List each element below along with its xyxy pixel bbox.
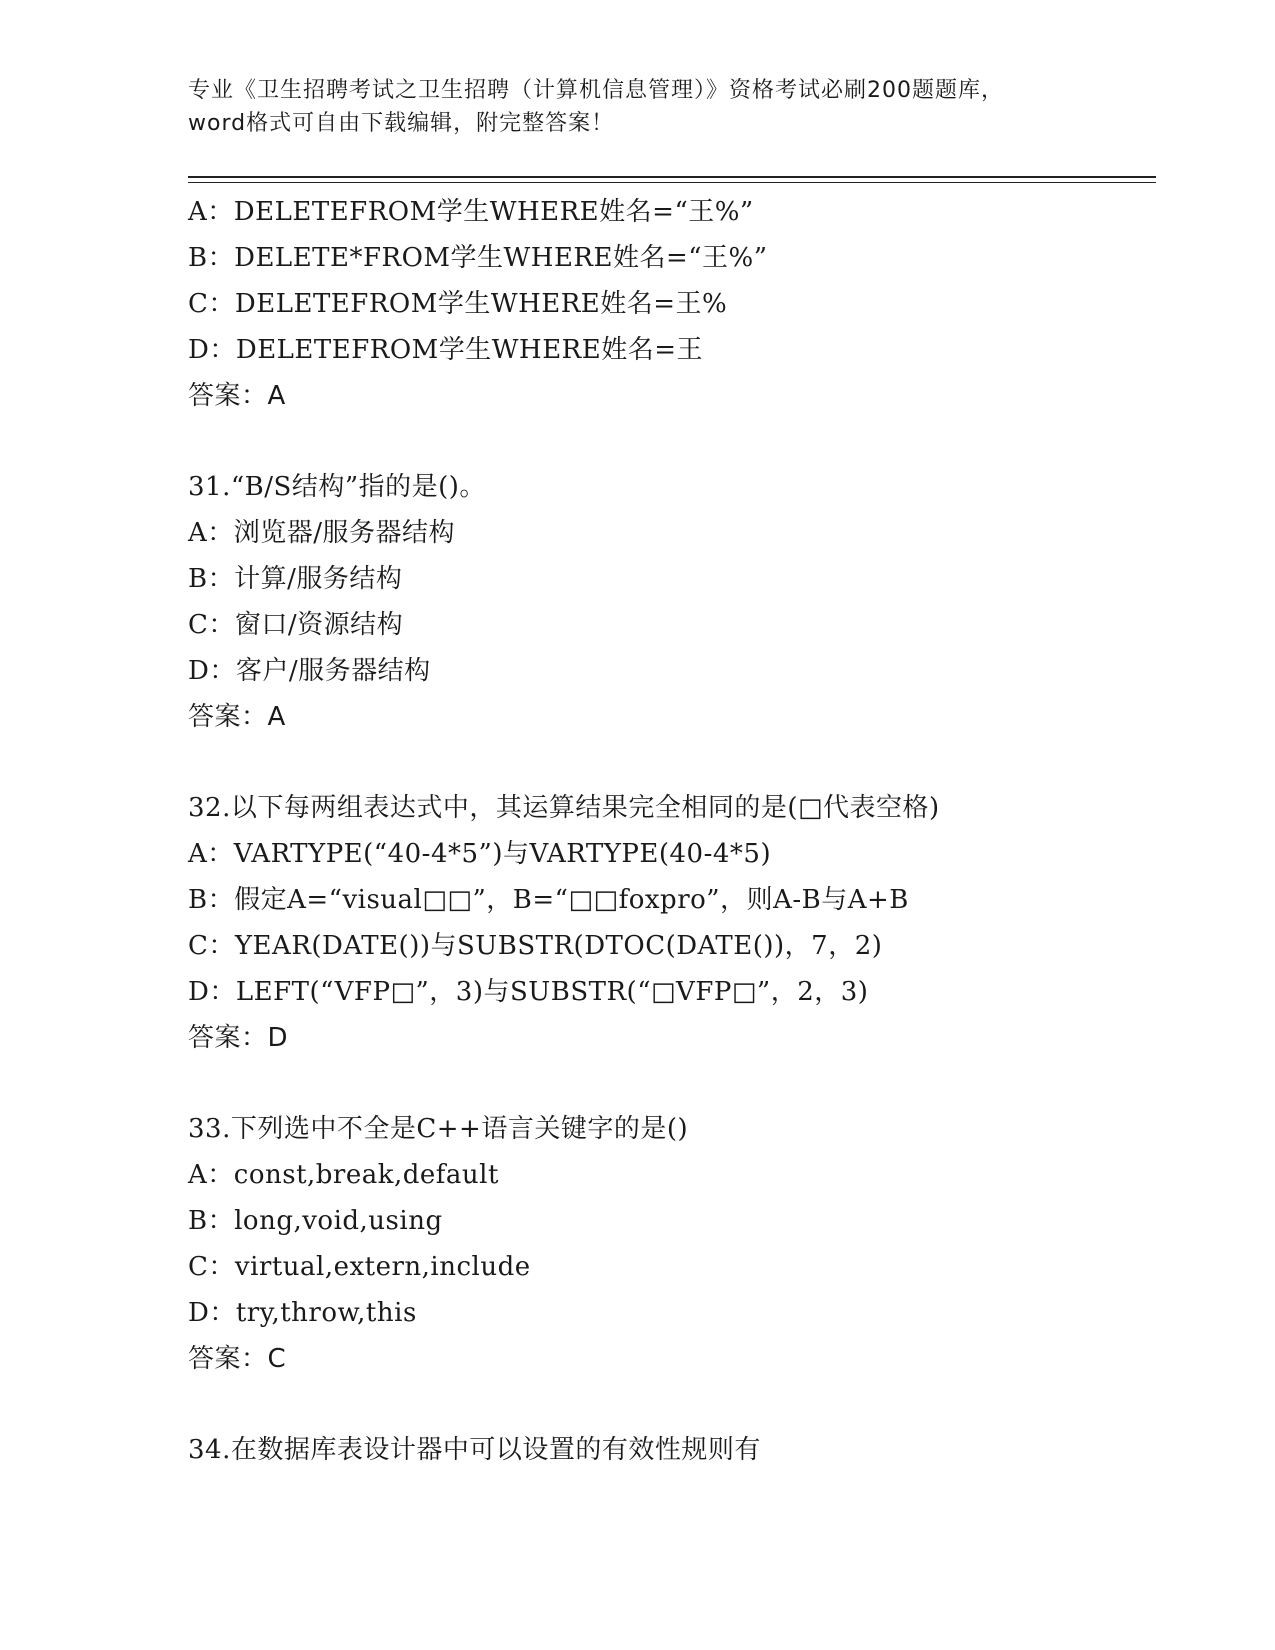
document-header bbox=[188, 74, 1088, 140]
spacer bbox=[188, 1382, 1188, 1427]
option-text: A：浏览器/服务器结构 bbox=[188, 518, 456, 548]
option-text: B：计算/服务结构 bbox=[188, 564, 403, 594]
question-text: 32.以下每两组表达式中，其运算结果完全相同的是(□代表空格) bbox=[188, 793, 940, 823]
option-text: B：long,void,using bbox=[188, 1206, 443, 1236]
header-title-line-2: word格式可自由下载编辑，附完整答案！ bbox=[188, 111, 615, 136]
option-text: D：try,throw,this bbox=[188, 1298, 417, 1328]
question-text: 31.“B/S结构”指的是()。 bbox=[188, 472, 486, 502]
option-text: D：客户/服务器结构 bbox=[188, 656, 431, 686]
answer-text: 答案：C bbox=[188, 1344, 287, 1374]
spacer bbox=[188, 419, 1188, 464]
option-text: A：const,break,default bbox=[188, 1160, 499, 1190]
question-text: 33.下列选中不全是C++语言关键字的是() bbox=[188, 1114, 689, 1144]
option-text: C：DELETEFROM学生WHERE姓名=王% bbox=[188, 289, 728, 319]
header-divider-thick bbox=[188, 176, 1156, 178]
option-text: D：DELETEFROM学生WHERE姓名=王 bbox=[188, 335, 704, 365]
question-list bbox=[188, 189, 1188, 1473]
option-text: B：假定A=“visual□□”，B=“□□foxpro”，则A-B与A+B bbox=[188, 885, 909, 915]
answer-text: 答案：A bbox=[188, 702, 286, 732]
option-text: C：YEAR(DATE())与SUBSTR(DTOC(DATE())，7，2) bbox=[188, 931, 883, 961]
question-text: 34.在数据库表设计器中可以设置的有效性规则有 bbox=[188, 1435, 761, 1465]
option-text: C：窗口/资源结构 bbox=[188, 610, 404, 640]
header-divider-thin bbox=[188, 182, 1156, 183]
option-text: B：DELETE*FROM学生WHERE姓名=“王%” bbox=[188, 243, 768, 273]
option-text: C：virtual,extern,include bbox=[188, 1252, 531, 1282]
spacer bbox=[188, 740, 1188, 785]
option-text: A：DELETEFROM学生WHERE姓名=“王%” bbox=[188, 197, 754, 227]
header-title-line-1: 专业《卫生招聘考试之卫生招聘（计算机信息管理）》资格考试必刷200题题库， bbox=[188, 78, 1004, 103]
spacer bbox=[188, 1061, 1188, 1106]
option-text: A：VARTYPE(“40-4*5”)与VARTYPE(40-4*5) bbox=[188, 839, 772, 869]
option-text: D：LEFT(“VFP□”，3)与SUBSTR(“□VFP□”，2，3) bbox=[188, 977, 869, 1007]
answer-text: 答案：A bbox=[188, 381, 286, 411]
answer-text: 答案：D bbox=[188, 1023, 289, 1053]
